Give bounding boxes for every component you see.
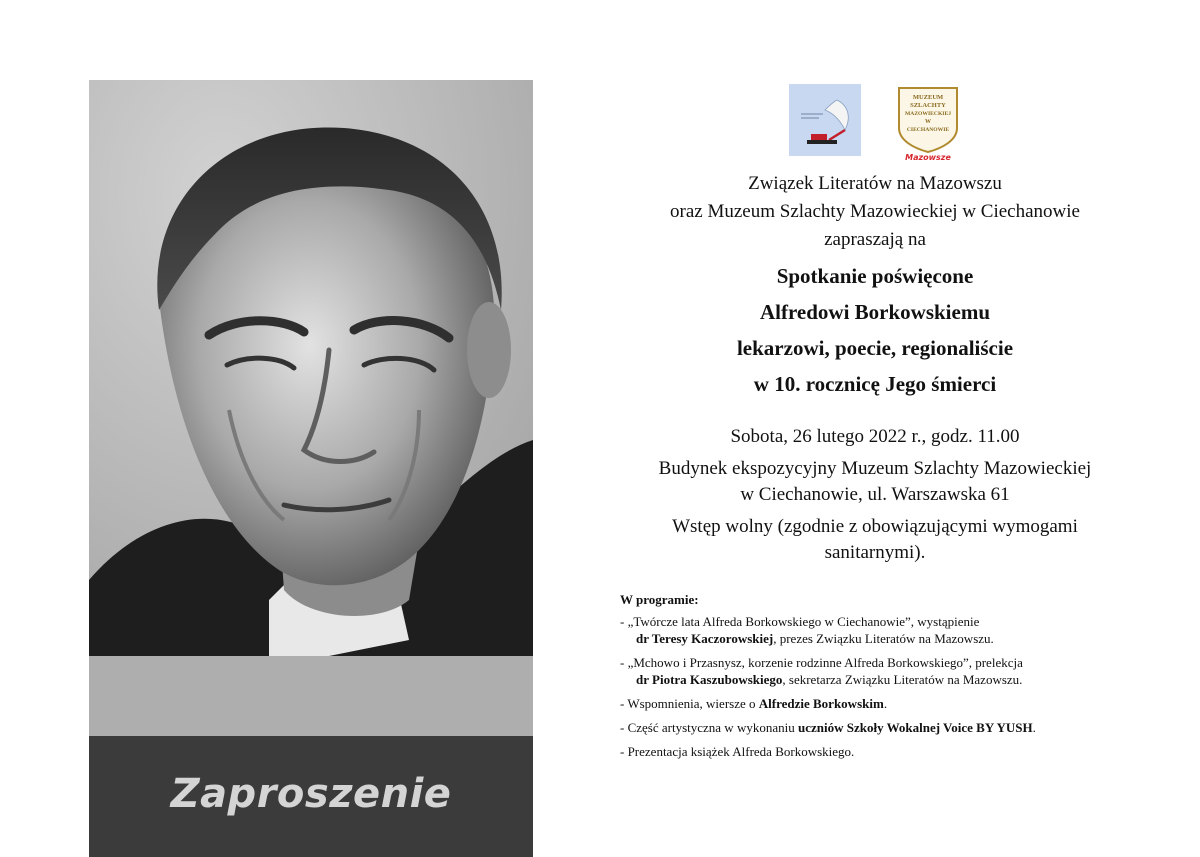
- svg-text:MUZEUM: MUZEUM: [912, 94, 944, 101]
- program-item: [620, 719, 1180, 736]
- portrait-photo: [89, 80, 533, 656]
- program-item-text: - Wspomnienia, wiersze o: [620, 696, 759, 711]
- program-item-speaker: [620, 630, 1180, 647]
- venue-line-1: Budynek ekspozycyjny Muzeum Szlachty Mazowieckiej: [658, 458, 1092, 479]
- organizer-line-2: oraz Muzeum Szlachty Mazowieckiej w Ciechanowie: [670, 201, 1080, 222]
- headline-line-3: lekarzowi, poecie, regionaliście: [736, 336, 1014, 360]
- svg-text:SZLACHTY: SZLACHTY: [910, 102, 946, 109]
- caption-band: [89, 736, 533, 857]
- portrait-card: [89, 80, 533, 817]
- program-item-text: - Część artystyczna w wykonaniu: [620, 720, 798, 735]
- headline-line-4: w 10. rocznicę Jego śmierci: [753, 372, 997, 396]
- speaker-name: dr Piotra Kaszubowskiego: [636, 672, 783, 687]
- headline-line-2: Alfredowi Borkowskiemu: [759, 300, 991, 324]
- svg-text:MAZOWIECKIEJ: MAZOWIECKIEJ: [905, 111, 951, 117]
- speaker-role: , sekretarza Związku Literatów na Mazowszu.: [782, 672, 1023, 687]
- muzeum-logo: [893, 84, 963, 164]
- svg-text:W: W: [925, 119, 931, 125]
- program-item-end: .: [1032, 720, 1036, 735]
- entry-line-1: Wstęp wolny (zgodnie z obowiązującymi wymogami: [672, 516, 1078, 537]
- program-item-text: - Prezentacja książek Alfreda Borkowskiego.: [620, 744, 855, 759]
- program-title: W programie:: [620, 592, 699, 607]
- speaker-name: dr Teresy Kaczorowskiej: [636, 631, 774, 646]
- program-item-line: - „Mchowo i Przasnysz, korzenie rodzinne Alfreda Borkowskiego”, prelekcja: [620, 655, 1023, 670]
- svg-text:CIECHANOWIE: CIECHANOWIE: [906, 127, 950, 133]
- program-item: [620, 695, 1180, 712]
- program-item-bold: Alfredzie Borkowskim: [758, 696, 884, 711]
- invite-line: zapraszają na: [824, 229, 926, 250]
- photo-bottom-strip: [89, 656, 533, 736]
- speaker-role: , prezes Związku Literatów na Mazowszu.: [773, 631, 994, 646]
- invitation-text: [585, 170, 1165, 566]
- program-item-speaker: [620, 671, 1180, 688]
- quill-icon: [789, 84, 861, 156]
- program-item-line: - „Twórcze lata Alfreda Borkowskiego w Ciechanowie”, wystąpienie: [620, 614, 980, 629]
- headline-line-1: Spotkanie poświęcone: [776, 264, 974, 288]
- event-headline: [585, 258, 1165, 402]
- program-item: [620, 654, 1180, 688]
- entry-line-2: sanitarnymi).: [824, 542, 926, 563]
- venue-line-2: w Ciechanowie, ul. Warszawska 61: [740, 484, 1010, 505]
- organizer-line-1: Związek Literatów na Mazowszu: [748, 173, 1002, 194]
- caption-text: Zaproszenie: [170, 770, 452, 817]
- event-date: Sobota, 26 lutego 2022 r., godz. 11.00: [730, 426, 1020, 447]
- program-item: [620, 743, 1180, 760]
- museum-shield-icon: [893, 84, 963, 164]
- literaci-logo: [789, 84, 861, 156]
- program-item-bold: uczniów Szkoły Wokalnej Voice BY YUSH: [797, 720, 1033, 735]
- svg-text:Mazowsze: Mazowsze: [905, 153, 951, 162]
- program-item-end: .: [883, 696, 888, 711]
- program-list: [620, 591, 1180, 767]
- event-details: [585, 424, 1165, 566]
- program-item: [620, 613, 1180, 647]
